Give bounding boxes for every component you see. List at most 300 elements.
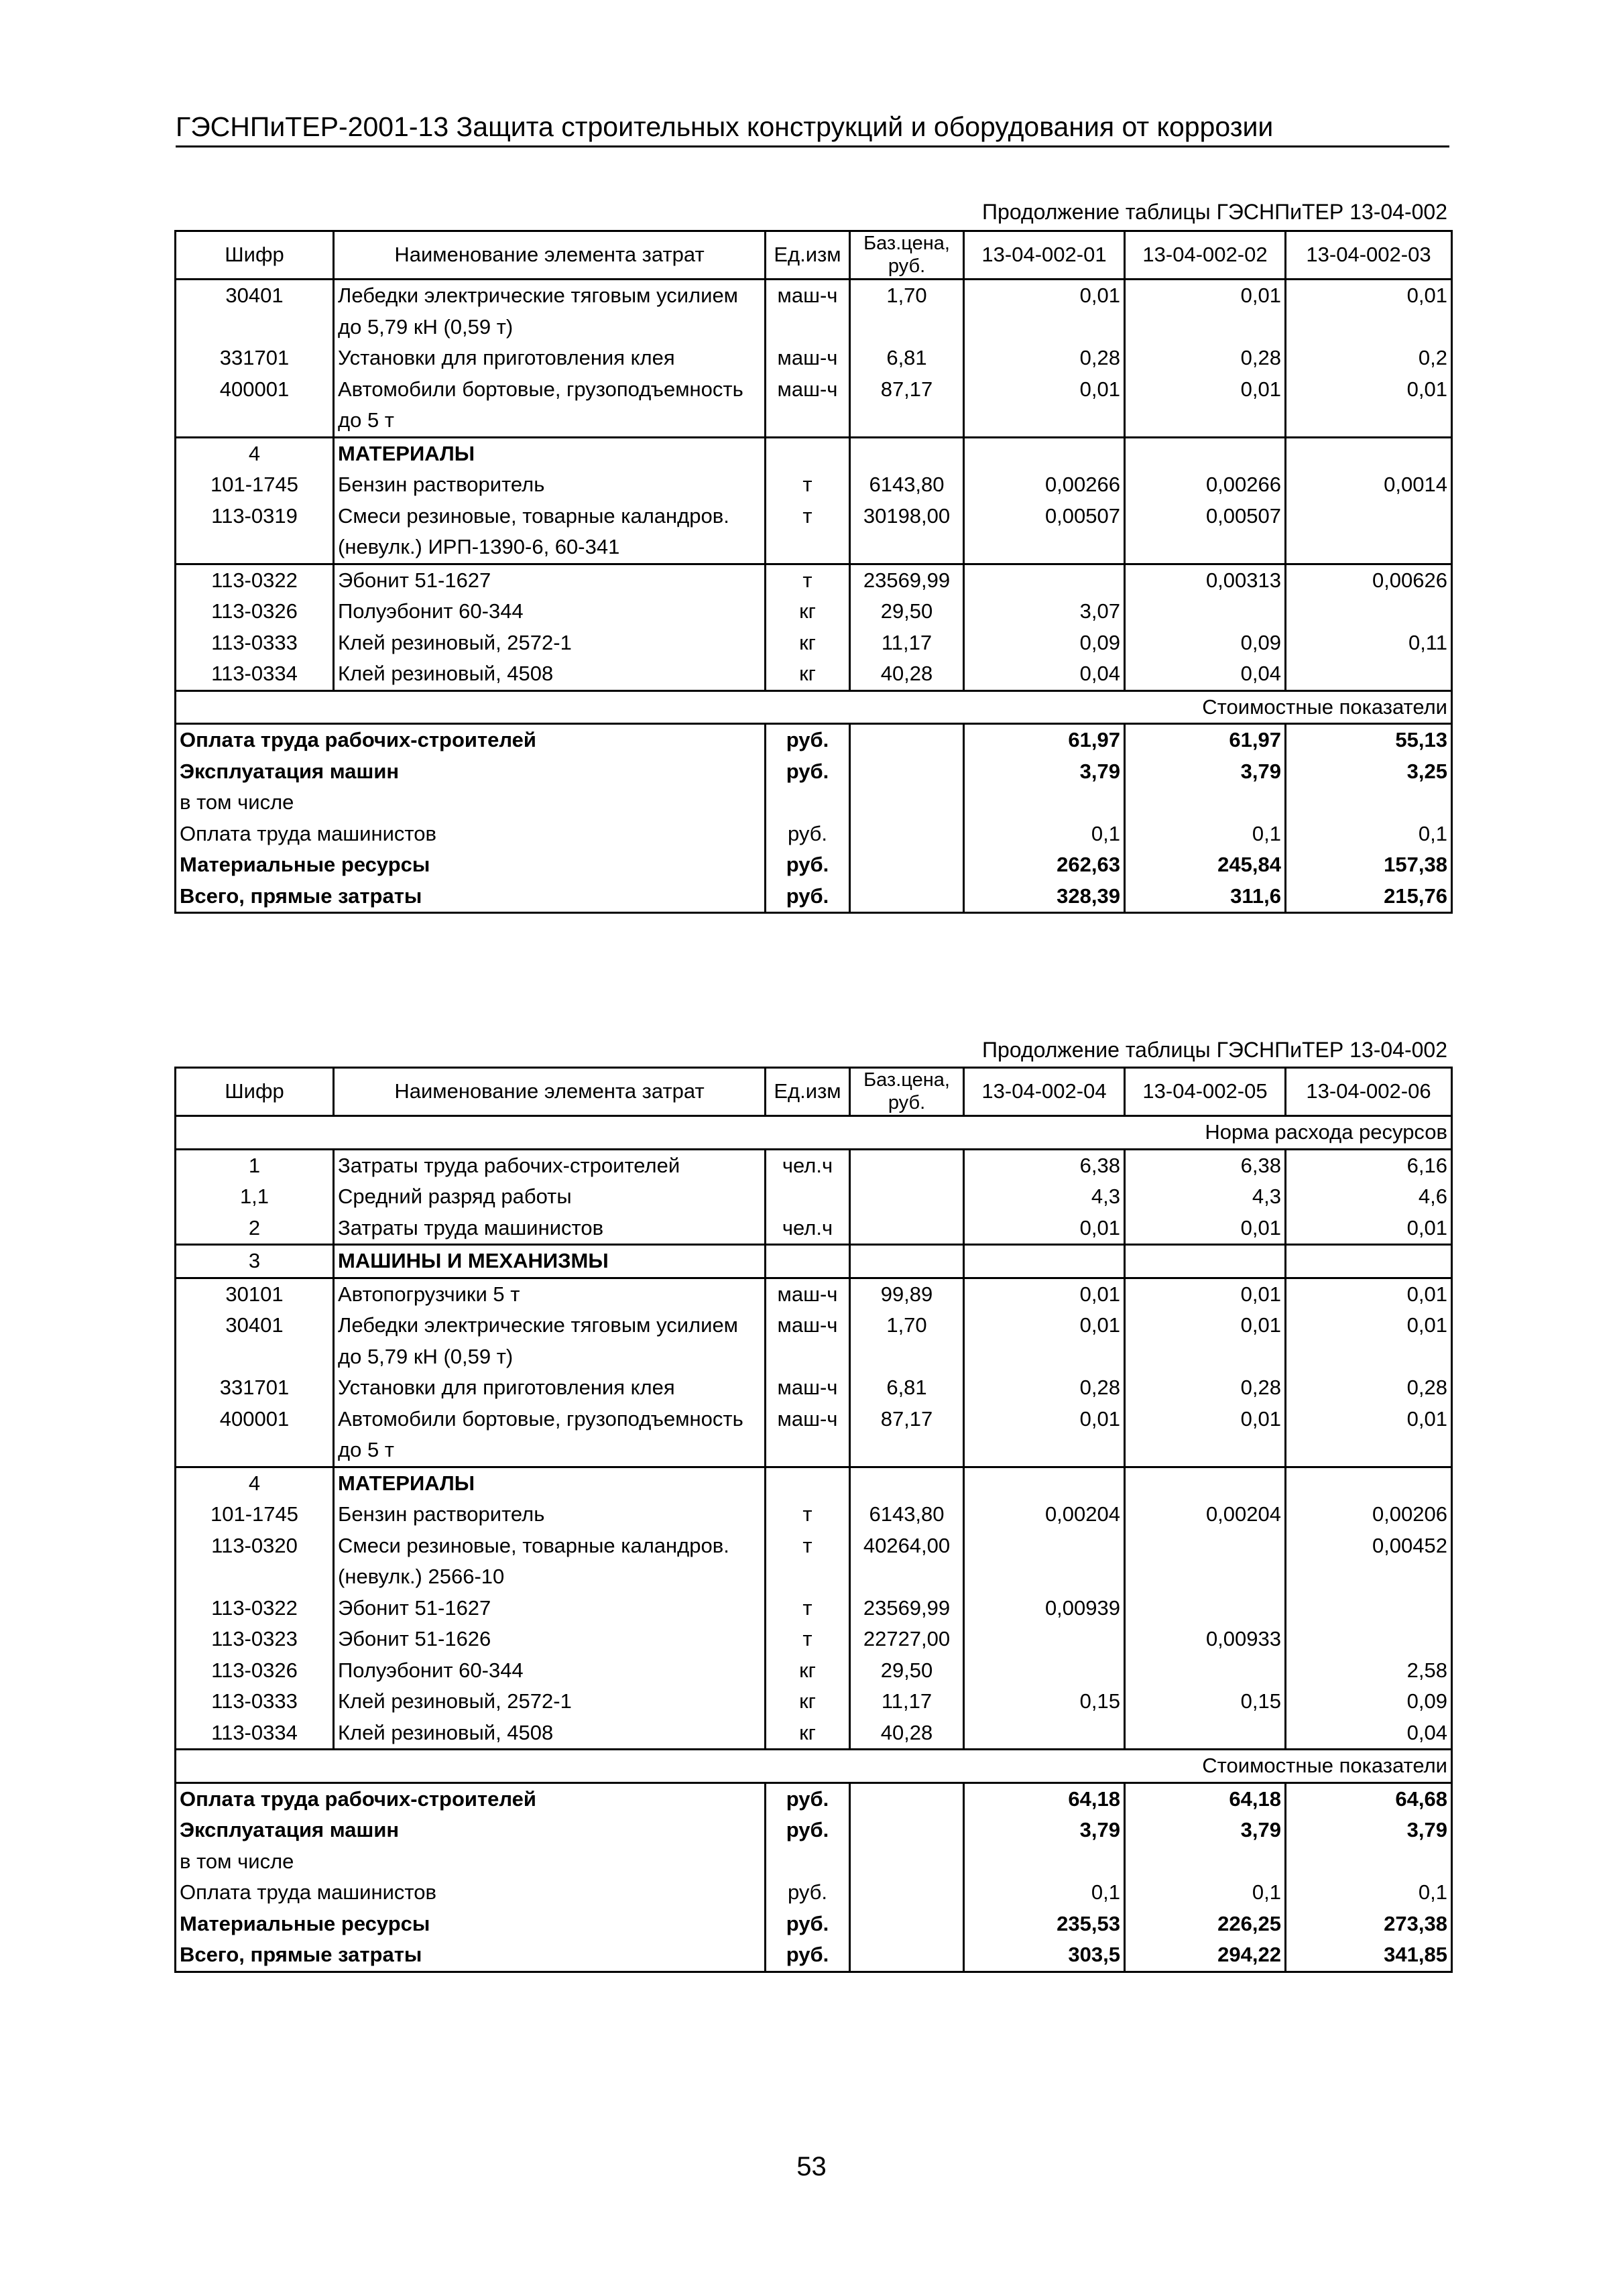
norm-value — [964, 1717, 1125, 1750]
resource-name: МАТЕРИАЛЫ — [334, 1467, 766, 1499]
resource-code: 4 — [176, 1467, 334, 1499]
table-row — [176, 343, 1452, 374]
summary-value: 61,97 — [964, 724, 1125, 756]
resource-code: 113-0320 — [176, 1530, 334, 1593]
header-row — [176, 231, 1452, 280]
summary-row — [176, 756, 1452, 788]
norm-value: 0,04 — [1125, 658, 1286, 690]
norm-value: 0,01 — [1286, 1404, 1452, 1467]
unit: т — [766, 469, 850, 501]
base-price: 1,70 — [850, 280, 964, 343]
norm-value: 0,00206 — [1286, 1499, 1452, 1530]
table-row — [176, 596, 1452, 627]
summary-value — [964, 1846, 1125, 1878]
norm-value — [964, 1530, 1125, 1593]
norm-value: 0,04 — [1286, 1717, 1452, 1750]
table-row — [176, 1499, 1452, 1530]
summary-name: Оплата труда рабочих-строителей — [176, 1783, 766, 1815]
norm-value: 0,09 — [1125, 627, 1286, 659]
unit: т — [766, 1624, 850, 1655]
norm-value: 6,16 — [1286, 1149, 1452, 1181]
base-price: 6,81 — [850, 343, 964, 374]
summary-value: 0,1 — [964, 1877, 1125, 1909]
unit: т — [766, 1530, 850, 1593]
resource-code: 113-0322 — [176, 1593, 334, 1624]
resource-name: Лебедки электрические тяговым усилием до 5,79 кН (0,59 т) — [334, 280, 766, 343]
resource-name: Автомобили бортовые, грузоподъемность до 5 т — [334, 374, 766, 438]
summary-value — [1125, 787, 1286, 819]
norm-value: 0,00452 — [1286, 1530, 1452, 1593]
unit: кг — [766, 1655, 850, 1687]
resource-name: Затраты труда машинистов — [334, 1213, 766, 1245]
summary-unit: руб. — [766, 849, 850, 881]
summary-name: Материальные ресурсы — [176, 1909, 766, 1940]
summary-unit: руб. — [766, 819, 850, 850]
base-price — [850, 1149, 964, 1181]
summary-value: 341,85 — [1286, 1939, 1452, 1972]
norm-value: 0,00204 — [1125, 1499, 1286, 1530]
unit: маш-ч — [766, 1404, 850, 1467]
summary-row — [176, 1815, 1452, 1846]
norm-value — [1125, 1530, 1286, 1593]
norm-value: 0,09 — [1286, 1686, 1452, 1717]
norm-value: 0,01 — [964, 1278, 1125, 1310]
table-row — [176, 564, 1452, 596]
cost-band-row — [176, 690, 1452, 724]
norm-value: 4,6 — [1286, 1181, 1452, 1213]
resource-name: Средний разряд работы — [334, 1181, 766, 1213]
norm-value: 0,01 — [1286, 1278, 1452, 1310]
norm-value — [1286, 596, 1452, 627]
norm-value: 6,38 — [964, 1149, 1125, 1181]
summary-value: 215,76 — [1286, 881, 1452, 913]
summary-name: Оплата труда машинистов — [176, 819, 766, 850]
summary-name: Оплата труда рабочих-строителей — [176, 724, 766, 756]
resource-code: 400001 — [176, 374, 334, 438]
summary-value: 0,1 — [1125, 819, 1286, 850]
norm-value: 4,3 — [964, 1181, 1125, 1213]
resource-code: 113-0326 — [176, 596, 334, 627]
resource-name: Клей резиновый, 2572-1 — [334, 627, 766, 659]
base-price-header: Баз.цена, руб. — [850, 231, 964, 280]
norm-value: 0,01 — [1125, 374, 1286, 438]
col-code-header: 13-04-002-02 — [1125, 231, 1286, 280]
summary-value: 64,18 — [1125, 1783, 1286, 1815]
norm-value — [964, 564, 1125, 596]
norm-value: 0,2 — [1286, 343, 1452, 374]
summary-base — [850, 1783, 964, 1815]
norm-value: 0,00313 — [1125, 564, 1286, 596]
norm-value: 0,01 — [1286, 280, 1452, 343]
summary-value: 311,6 — [1125, 881, 1286, 913]
summary-base — [850, 849, 964, 881]
name-header: Наименование элемента затрат — [334, 1068, 766, 1116]
summary-value: 3,79 — [964, 756, 1125, 788]
summary-base — [850, 787, 964, 819]
unit: маш-ч — [766, 1372, 850, 1404]
resource-code: 3 — [176, 1245, 334, 1278]
summary-unit: руб. — [766, 1815, 850, 1846]
table-row — [176, 1149, 1452, 1181]
cost-band-row — [176, 1750, 1452, 1783]
norm-value: 0,01 — [964, 1310, 1125, 1372]
summary-row — [176, 881, 1452, 913]
table-row — [176, 1404, 1452, 1467]
base-price: 11,17 — [850, 627, 964, 659]
norm-value — [1125, 1717, 1286, 1750]
cost-band-label: Стоимостные показатели — [176, 690, 1452, 724]
norm-value: 0,28 — [964, 1372, 1125, 1404]
unit — [766, 1245, 850, 1278]
table-row — [176, 1467, 1452, 1499]
norm-value — [1286, 1593, 1452, 1624]
norm-value: 0,04 — [964, 658, 1125, 690]
resource-code: 331701 — [176, 1372, 334, 1404]
norm-value — [1286, 501, 1452, 564]
unit — [766, 437, 850, 469]
summary-value: 3,79 — [1286, 1815, 1452, 1846]
col-code-header: 13-04-002-04 — [964, 1068, 1125, 1116]
unit: кг — [766, 596, 850, 627]
summary-base — [850, 1815, 964, 1846]
resource-code: 113-0334 — [176, 1717, 334, 1750]
summary-name: Эксплуатация машин — [176, 756, 766, 788]
norms-band-label: Норма расхода ресурсов — [176, 1116, 1452, 1150]
norm-value: 0,00266 — [964, 469, 1125, 501]
header-row — [176, 1068, 1452, 1116]
summary-value: 262,63 — [964, 849, 1125, 881]
norm-value: 0,01 — [964, 280, 1125, 343]
table-row — [176, 280, 1452, 343]
norm-value: 4,3 — [1125, 1181, 1286, 1213]
norm-value: 0,11 — [1286, 627, 1452, 659]
unit: маш-ч — [766, 1310, 850, 1372]
resource-name: Эбонит 51-1627 — [334, 1593, 766, 1624]
table-row — [176, 1530, 1452, 1593]
norm-value: 0,01 — [1125, 1310, 1286, 1372]
summary-value: 294,22 — [1125, 1939, 1286, 1972]
base-price: 29,50 — [850, 1655, 964, 1687]
norm-value: 0,01 — [1286, 1310, 1452, 1372]
summary-value: 157,38 — [1286, 849, 1452, 881]
code-header: Шифр — [176, 231, 334, 280]
norm-value — [1286, 1245, 1452, 1278]
table-row — [176, 1624, 1452, 1655]
unit: т — [766, 1593, 850, 1624]
norm-value: 0,00266 — [1125, 469, 1286, 501]
base-price: 6143,80 — [850, 469, 964, 501]
table-row — [176, 501, 1452, 564]
base-price: 22727,00 — [850, 1624, 964, 1655]
table-row — [176, 374, 1452, 438]
summary-value — [1286, 1846, 1452, 1878]
table-row — [176, 1245, 1452, 1278]
summary-unit: руб. — [766, 724, 850, 756]
resource-code: 113-0333 — [176, 627, 334, 659]
unit: маш-ч — [766, 374, 850, 438]
base-price: 40264,00 — [850, 1530, 964, 1593]
resource-code: 2 — [176, 1213, 334, 1245]
table-row — [176, 627, 1452, 659]
table-row — [176, 1310, 1452, 1372]
summary-base — [850, 1939, 964, 1972]
unit: маш-ч — [766, 280, 850, 343]
norm-value: 0,01 — [1125, 1213, 1286, 1245]
cost-band-label: Стоимостные показатели — [176, 1750, 1452, 1783]
resource-name: Полуэбонит 60-344 — [334, 1655, 766, 1687]
summary-value: 273,38 — [1286, 1909, 1452, 1940]
base-price — [850, 1467, 964, 1499]
base-price: 23569,99 — [850, 564, 964, 596]
unit — [766, 1467, 850, 1499]
resource-name: Бензин растворитель — [334, 1499, 766, 1530]
table-row — [176, 1686, 1452, 1717]
norm-value: 3,07 — [964, 596, 1125, 627]
unit: кг — [766, 1686, 850, 1717]
norm-value: 0,28 — [964, 343, 1125, 374]
unit: т — [766, 564, 850, 596]
summary-name: Оплата труда машинистов — [176, 1877, 766, 1909]
summary-unit: руб. — [766, 1877, 850, 1909]
base-price: 99,89 — [850, 1278, 964, 1310]
norm-value: 2,58 — [1286, 1655, 1452, 1687]
unit: кг — [766, 658, 850, 690]
unit-header: Ед.изм — [766, 1068, 850, 1116]
table-row — [176, 1278, 1452, 1310]
base-price: 30198,00 — [850, 501, 964, 564]
summary-unit: руб. — [766, 881, 850, 913]
table-row — [176, 1213, 1452, 1245]
summary-value — [1125, 1846, 1286, 1878]
summary-base — [850, 756, 964, 788]
unit — [766, 1181, 850, 1213]
summary-name: Эксплуатация машин — [176, 1815, 766, 1846]
unit: чел.ч — [766, 1213, 850, 1245]
norm-value: 0,0014 — [1286, 469, 1452, 501]
norm-value — [1125, 596, 1286, 627]
norm-value: 0,01 — [1286, 374, 1452, 438]
base-price — [850, 1245, 964, 1278]
norm-value — [964, 1624, 1125, 1655]
norm-value — [1125, 1245, 1286, 1278]
resource-code: 113-0322 — [176, 564, 334, 596]
summary-base — [850, 819, 964, 850]
base-price: 40,28 — [850, 658, 964, 690]
resource-code: 113-0334 — [176, 658, 334, 690]
norm-value: 0,15 — [1125, 1686, 1286, 1717]
table-row — [176, 658, 1452, 690]
norm-value: 0,00204 — [964, 1499, 1125, 1530]
summary-row — [176, 1939, 1452, 1972]
table1-caption: Продолжение таблицы ГЭСНПиТЕР 13-04-002 — [982, 200, 1447, 224]
norm-value — [964, 437, 1125, 469]
unit: т — [766, 501, 850, 564]
norm-value: 0,01 — [1125, 1404, 1286, 1467]
col-code-header: 13-04-002-05 — [1125, 1068, 1286, 1116]
code-header: Шифр — [176, 1068, 334, 1116]
resource-name: Клей резиновый, 4508 — [334, 658, 766, 690]
summary-base — [850, 1909, 964, 1940]
resource-code: 101-1745 — [176, 1499, 334, 1530]
resource-name: Установки для приготовления клея — [334, 1372, 766, 1404]
col-code-header: 13-04-002-01 — [964, 231, 1125, 280]
summary-row — [176, 1877, 1452, 1909]
resource-code: 331701 — [176, 343, 334, 374]
base-price: 6,81 — [850, 1372, 964, 1404]
summary-value: 0,1 — [1286, 819, 1452, 850]
norms-band-row — [176, 1116, 1452, 1150]
norm-value — [1125, 437, 1286, 469]
resource-name: Затраты труда рабочих-строителей — [334, 1149, 766, 1181]
norm-value — [1286, 1467, 1452, 1499]
norm-value: 0,28 — [1125, 343, 1286, 374]
norm-value: 0,01 — [964, 1404, 1125, 1467]
summary-value: 55,13 — [1286, 724, 1452, 756]
table1 — [174, 230, 1453, 914]
unit: чел.ч — [766, 1149, 850, 1181]
base-price: 1,70 — [850, 1310, 964, 1372]
resource-code: 113-0323 — [176, 1624, 334, 1655]
summary-value: 303,5 — [964, 1939, 1125, 1972]
unit: т — [766, 1499, 850, 1530]
summary-unit: руб. — [766, 1939, 850, 1972]
summary-value: 3,79 — [1125, 1815, 1286, 1846]
norm-value: 0,00939 — [964, 1593, 1125, 1624]
base-price — [850, 1181, 964, 1213]
table-row — [176, 1372, 1452, 1404]
summary-value: 64,68 — [1286, 1783, 1452, 1815]
resource-name: Эбонит 51-1626 — [334, 1624, 766, 1655]
table-row — [176, 469, 1452, 501]
resource-code: 4 — [176, 437, 334, 469]
summary-value: 61,97 — [1125, 724, 1286, 756]
unit: кг — [766, 627, 850, 659]
table-row — [176, 1717, 1452, 1750]
table-row — [176, 1181, 1452, 1213]
summary-unit — [766, 787, 850, 819]
summary-name: Материальные ресурсы — [176, 849, 766, 881]
name-header: Наименование элемента затрат — [334, 231, 766, 280]
base-price — [850, 437, 964, 469]
norm-value: 0,00933 — [1125, 1624, 1286, 1655]
summary-base — [850, 1846, 964, 1878]
resource-name: Полуэбонит 60-344 — [334, 596, 766, 627]
summary-value: 3,79 — [1125, 756, 1286, 788]
summary-value — [964, 787, 1125, 819]
norm-value — [964, 1245, 1125, 1278]
norm-value: 0,01 — [964, 374, 1125, 438]
resource-code: 113-0326 — [176, 1655, 334, 1687]
norm-value — [964, 1655, 1125, 1687]
table2 — [174, 1067, 1453, 1973]
resource-name: Клей резиновый, 2572-1 — [334, 1686, 766, 1717]
base-price: 87,17 — [850, 1404, 964, 1467]
summary-unit: руб. — [766, 1783, 850, 1815]
summary-value: 64,18 — [964, 1783, 1125, 1815]
norm-value: 0,01 — [964, 1213, 1125, 1245]
norm-value: 0,09 — [964, 627, 1125, 659]
resource-name: Лебедки электрические тяговым усилием до 5,79 кН (0,59 т) — [334, 1310, 766, 1372]
norm-value — [964, 1467, 1125, 1499]
summary-row — [176, 724, 1452, 756]
resource-name: Бензин растворитель — [334, 469, 766, 501]
resource-name: МАШИНЫ И МЕХАНИЗМЫ — [334, 1245, 766, 1278]
norm-value: 0,01 — [1125, 1278, 1286, 1310]
summary-value: 3,79 — [964, 1815, 1125, 1846]
page-header: ГЭСНПиТЕР-2001-13 Защита строительных конструкций и оборудования от коррозии — [176, 111, 1274, 142]
summary-unit — [766, 1846, 850, 1878]
resource-code: 30401 — [176, 1310, 334, 1372]
base-price: 23569,99 — [850, 1593, 964, 1624]
base-price: 11,17 — [850, 1686, 964, 1717]
col-code-header: 13-04-002-03 — [1286, 231, 1452, 280]
table2-caption: Продолжение таблицы ГЭСНПиТЕР 13-04-002 — [982, 1038, 1447, 1062]
summary-row — [176, 1846, 1452, 1878]
base-price: 29,50 — [850, 596, 964, 627]
norm-value — [1286, 658, 1452, 690]
resource-name: Эбонит 51-1627 — [334, 564, 766, 596]
table-row — [176, 1655, 1452, 1687]
summary-value: 245,84 — [1125, 849, 1286, 881]
summary-name: Всего, прямые затраты — [176, 1939, 766, 1972]
summary-name: в том числе — [176, 1846, 766, 1878]
resource-code: 30401 — [176, 280, 334, 343]
resource-code: 1 — [176, 1149, 334, 1181]
summary-row — [176, 849, 1452, 881]
summary-row — [176, 1909, 1452, 1940]
summary-row — [176, 819, 1452, 850]
summary-base — [850, 724, 964, 756]
norm-value: 0,28 — [1286, 1372, 1452, 1404]
norm-value — [1125, 1593, 1286, 1624]
resource-code: 113-0319 — [176, 501, 334, 564]
summary-base — [850, 1877, 964, 1909]
norm-value: 0,01 — [1286, 1213, 1452, 1245]
resource-code: 30101 — [176, 1278, 334, 1310]
summary-value — [1286, 787, 1452, 819]
resource-name: Автопогрузчики 5 т — [334, 1278, 766, 1310]
norm-value — [1125, 1655, 1286, 1687]
resource-code: 113-0333 — [176, 1686, 334, 1717]
summary-value: 235,53 — [964, 1909, 1125, 1940]
page-number: 53 — [796, 2152, 827, 2181]
resource-name: Автомобили бортовые, грузоподъемность до 5 т — [334, 1404, 766, 1467]
norm-value — [1286, 437, 1452, 469]
unit: кг — [766, 1717, 850, 1750]
norm-value — [1286, 1624, 1452, 1655]
resource-code: 101-1745 — [176, 469, 334, 501]
summary-row — [176, 787, 1452, 819]
norm-value — [1125, 1467, 1286, 1499]
summary-value: 0,1 — [1125, 1877, 1286, 1909]
base-price-header: Баз.цена, руб. — [850, 1068, 964, 1116]
base-price: 40,28 — [850, 1717, 964, 1750]
unit-header: Ед.изм — [766, 231, 850, 280]
summary-base — [850, 881, 964, 913]
norm-value: 0,00507 — [1125, 501, 1286, 564]
base-price: 6143,80 — [850, 1499, 964, 1530]
resource-code: 400001 — [176, 1404, 334, 1467]
resource-code: 1,1 — [176, 1181, 334, 1213]
resource-name: Клей резиновый, 4508 — [334, 1717, 766, 1750]
summary-value: 0,1 — [1286, 1877, 1452, 1909]
summary-unit: руб. — [766, 756, 850, 788]
summary-name: в том числе — [176, 787, 766, 819]
resource-name: Установки для приготовления клея — [334, 343, 766, 374]
norm-value: 0,15 — [964, 1686, 1125, 1717]
unit: маш-ч — [766, 1278, 850, 1310]
table-row — [176, 437, 1452, 469]
